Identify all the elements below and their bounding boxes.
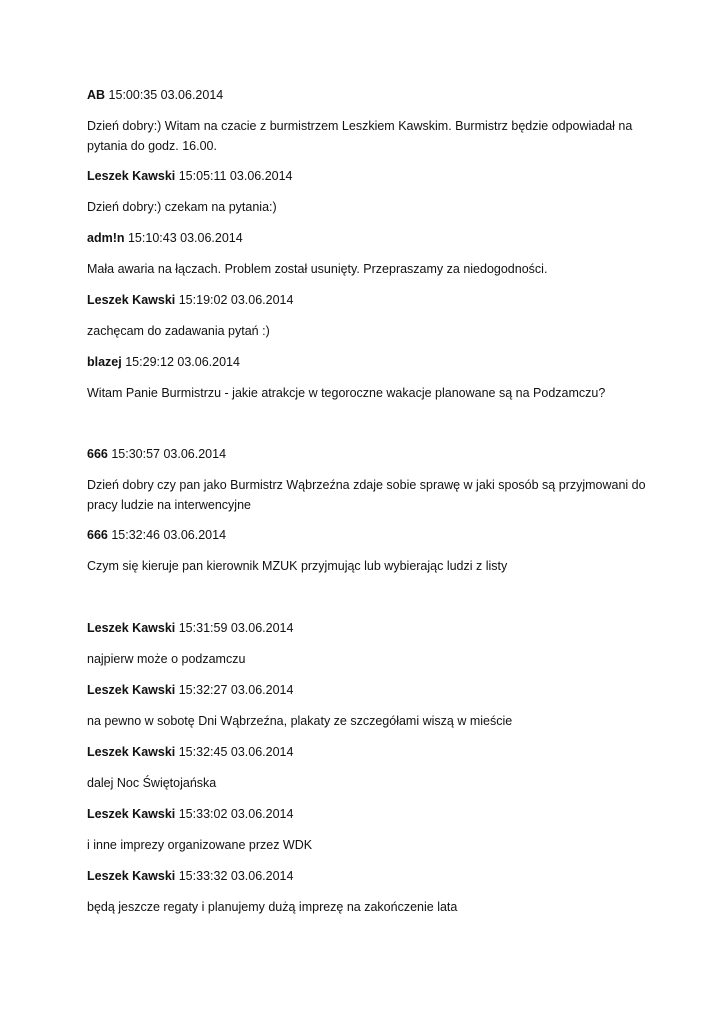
message-timestamp: 15:32:45 03.06.2014 [178,745,294,759]
message-author: blazej [87,355,122,369]
message-author: Leszek Kawski [87,169,176,183]
message-header [87,228,647,248]
message-text: Dzień dobry:) Witam na czacie z burmistrzem Leszkiem Kawskim. Burmistrz będzie odpowiadał na pytania do godz. 16.00. [87,119,633,153]
message-author: Leszek Kawski [87,293,176,307]
message-text: Dzień dobry czy pan jako Burmistrz Wąbrzeźna zdaje sobie sprawę w jaki sposób są przyjmowani do pracy ludzie na interwencyjne [87,478,646,512]
message-author: 666 [87,528,108,542]
message-timestamp: 15:32:27 03.06.2014 [178,683,294,697]
message-text: i inne imprezy organizowane przez WDK [87,838,313,852]
message-timestamp: 15:10:43 03.06.2014 [127,231,243,245]
message-timestamp: 15:33:32 03.06.2014 [178,869,294,883]
message-text: Mała awaria na łączach. Problem został usunięty. Przepraszamy za niedogodności. [87,262,548,276]
message-timestamp: 15:30:57 03.06.2014 [111,447,227,461]
message-author: adm!n [87,231,125,245]
message-timestamp: 15:05:11 03.06.2014 [178,169,293,183]
message-header [87,680,647,700]
message-text: zachęcam do zadawania pytań :) [87,324,270,338]
message-text: dalej Noc Świętojańska [87,776,217,790]
message-timestamp: 15:32:46 03.06.2014 [111,528,227,542]
message-author: Leszek Kawski [87,745,176,759]
message-author: Leszek Kawski [87,807,176,821]
message-header [87,444,647,464]
message-header [87,290,647,310]
message-timestamp: 15:33:02 03.06.2014 [178,807,294,821]
message-text: Czym się kieruje pan kierownik MZUK przyjmując lub wybierając ludzi z listy [87,559,508,573]
message-header [87,618,647,638]
message-text: na pewno w sobotę Dni Wąbrzeźna, plakaty ze szczegółami wiszą w mieście [87,714,513,728]
message-author: Leszek Kawski [87,621,176,635]
message-timestamp: 15:19:02 03.06.2014 [178,293,294,307]
message-header [87,85,647,105]
message-author: Leszek Kawski [87,683,176,697]
message-header [87,742,647,762]
message-timestamp: 15:00:35 03.06.2014 [108,88,224,102]
message-text: Witam Panie Burmistrzu - jakie atrakcje w tegoroczne wakacje planowane są na Podzamczu? [87,386,606,400]
message-text: będą jeszcze regaty i planujemy dużą imprezę na zakończenie lata [87,900,458,914]
message-header [87,166,647,186]
message-header [87,525,647,545]
message-text: Dzień dobry:) czekam na pytania:) [87,200,277,214]
message-header [87,804,647,824]
message-timestamp: 15:31:59 03.06.2014 [178,621,294,635]
message-header [87,866,647,886]
message-author: Leszek Kawski [87,869,176,883]
message-text: najpierw może o podzamczu [87,652,246,666]
message-author: AB [87,88,106,102]
message-timestamp: 15:29:12 03.06.2014 [125,355,240,369]
message-author: 666 [87,447,108,461]
message-header [87,352,647,372]
